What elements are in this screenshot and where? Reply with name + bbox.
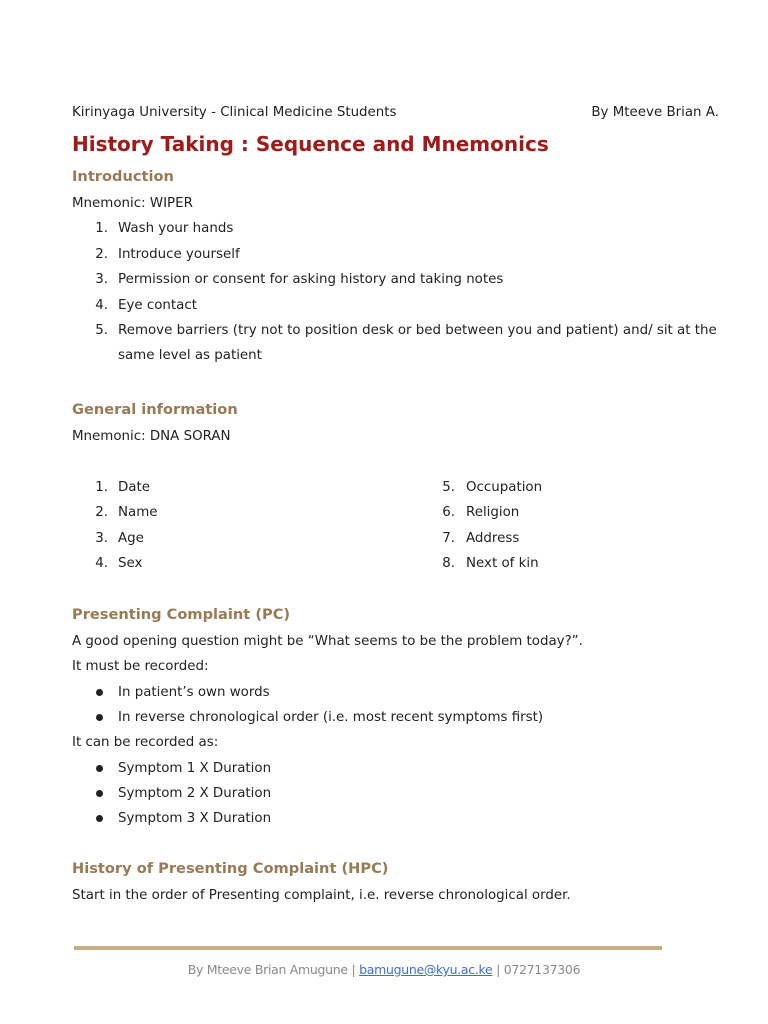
intro-item-text: Permission or consent for asking history and taking notes bbox=[118, 272, 504, 287]
general-info-heading: General information bbox=[72, 401, 238, 418]
bullet-dot bbox=[96, 815, 103, 822]
general-item-text: Sex bbox=[118, 556, 143, 571]
document-title: History Taking : Sequence and Mnemonics bbox=[72, 132, 549, 156]
general-item-number: 5. bbox=[442, 480, 455, 495]
general-item-text: Address bbox=[466, 531, 520, 546]
footer-divider bbox=[74, 946, 662, 950]
general-item-number: 8. bbox=[442, 556, 455, 571]
pc-heading: Presenting Complaint (PC) bbox=[72, 606, 291, 623]
bullet-dot bbox=[96, 765, 103, 772]
intro-item-number: 1. bbox=[95, 221, 108, 236]
general-info-mnemonic: Mnemonic: DNA SORAN bbox=[72, 429, 231, 444]
intro-item-number: 3. bbox=[95, 272, 108, 287]
footer-phone: | 0727137306 bbox=[496, 962, 581, 977]
general-item-text: Next of kin bbox=[466, 556, 539, 571]
general-item-text: Age bbox=[118, 531, 144, 546]
pc-must-record-label: It must be recorded: bbox=[72, 659, 209, 674]
pc-must-item: In patient’s own words bbox=[118, 685, 270, 700]
general-item-text: Date bbox=[118, 480, 151, 495]
hpc-text: Start in the order of Presenting complaint, i.e. reverse chronological order. bbox=[72, 888, 571, 903]
general-item-text: Name bbox=[118, 505, 158, 520]
general-item-text: Religion bbox=[466, 505, 520, 520]
general-item-number: 3. bbox=[95, 531, 108, 546]
bullet-dot bbox=[96, 790, 103, 797]
bullet-dot bbox=[96, 689, 103, 696]
introduction-mnemonic: Mnemonic: WIPER bbox=[72, 196, 193, 211]
general-item-number: 4. bbox=[95, 556, 108, 571]
intro-item-text: Introduce yourself bbox=[118, 247, 240, 262]
pc-can-record-label: It can be recorded as: bbox=[72, 735, 219, 750]
footer bbox=[0, 962, 768, 977]
intro-item-text: Wash your hands bbox=[118, 221, 234, 236]
intro-item-text: Eye contact bbox=[118, 298, 197, 313]
pc-opening-question: A good opening question might be “What seems to be the problem today?”. bbox=[72, 634, 583, 649]
general-item-number: 1. bbox=[95, 480, 108, 495]
intro-item-text: Remove barriers (try not to position desk or bed between you and patient) and/ sit at the bbox=[118, 323, 717, 338]
general-item-number: 6. bbox=[442, 505, 455, 520]
footer-email-link[interactable]: bamugune@kyu.ac.ke bbox=[359, 962, 493, 977]
header-author: By Mteeve Brian A. bbox=[591, 105, 719, 120]
pc-can-item: Symptom 3 X Duration bbox=[118, 811, 272, 826]
footer-author: By Mteeve Brian Amugune | bbox=[187, 962, 356, 977]
general-item-number: 2. bbox=[95, 505, 108, 520]
general-item-text: Occupation bbox=[466, 480, 543, 495]
intro-item-number: 2. bbox=[95, 247, 108, 262]
bullet-dot bbox=[96, 714, 103, 721]
general-item-number: 7. bbox=[442, 531, 455, 546]
intro-item-continuation: same level as patient bbox=[118, 348, 262, 363]
header-institution: Kirinyaga University - Clinical Medicine Students bbox=[72, 105, 397, 120]
intro-item-number: 4. bbox=[95, 298, 108, 313]
pc-can-item: Symptom 2 X Duration bbox=[118, 786, 272, 801]
pc-must-item: In reverse chronological order (i.e. most recent symptoms first) bbox=[118, 710, 544, 725]
intro-item-number: 5. bbox=[95, 323, 108, 338]
introduction-heading: Introduction bbox=[72, 168, 174, 185]
pc-can-item: Symptom 1 X Duration bbox=[118, 761, 272, 776]
hpc-heading: History of Presenting Complaint (HPC) bbox=[72, 860, 389, 877]
